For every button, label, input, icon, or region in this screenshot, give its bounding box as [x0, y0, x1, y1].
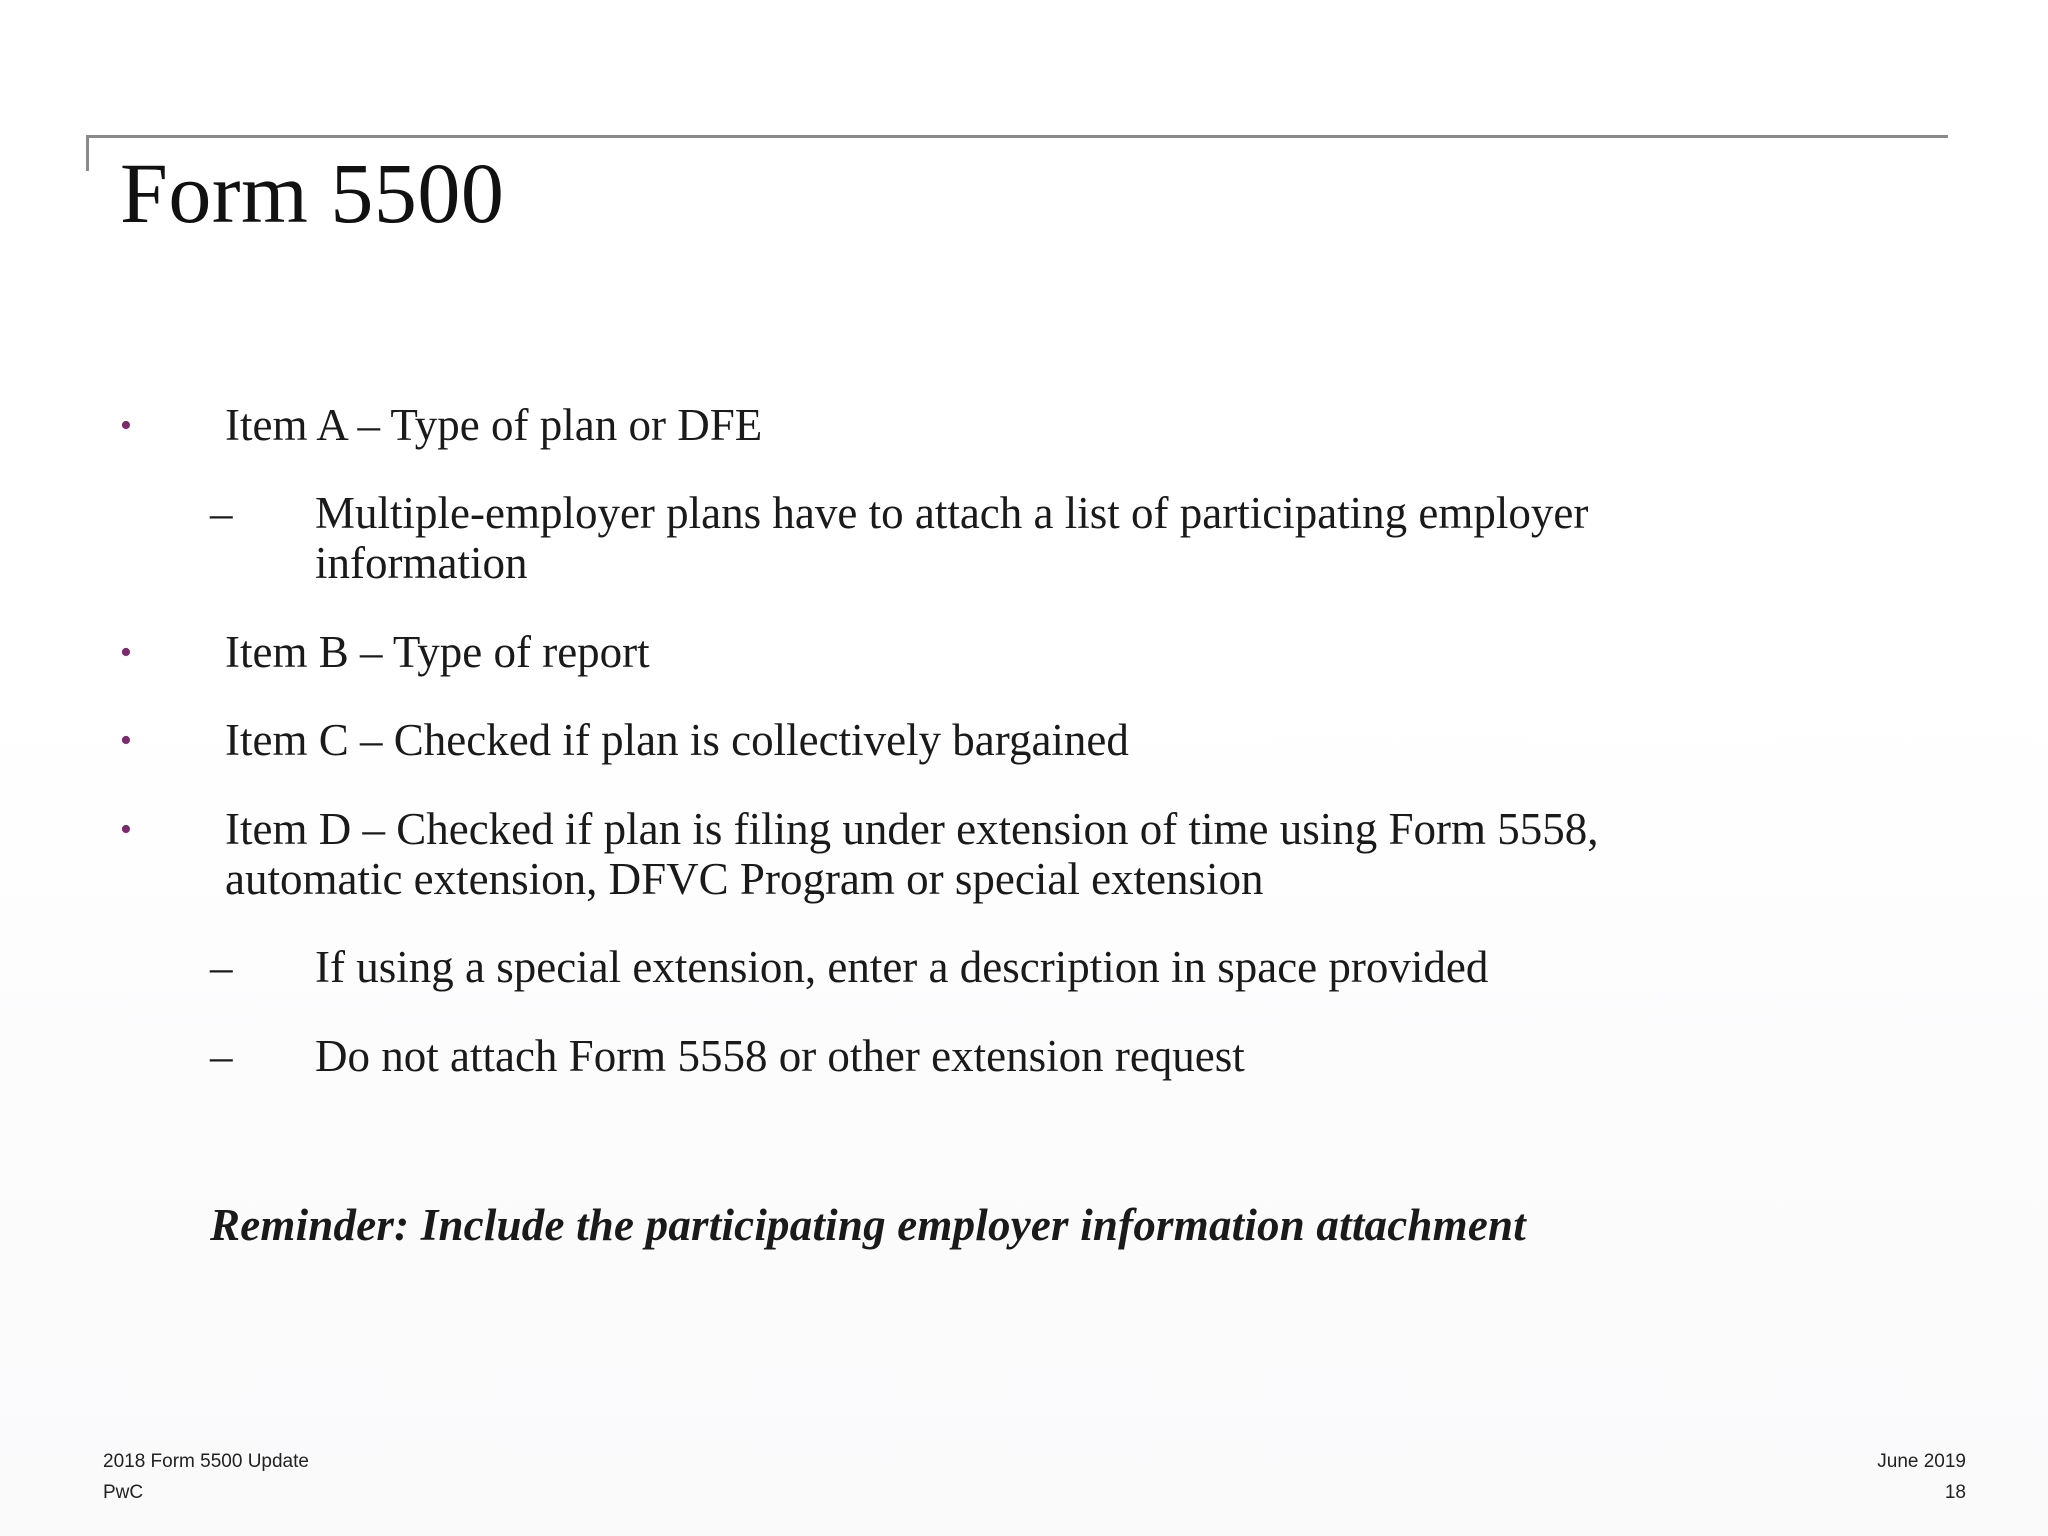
subitem-multiple-employer-line2: information [315, 538, 528, 588]
subitem-do-not-attach: Do not attach Form 5558 or other extension request [315, 1031, 1245, 1081]
footer-presentation-title: 2018 Form 5500 Update [103, 1451, 309, 1472]
subitem-multiple-employer-line1: Multiple-employer plans have to attach a list of participating employer [315, 488, 1589, 538]
footer-date: June 2019 [1877, 1451, 1966, 1472]
dash-marker: – [210, 488, 233, 538]
bullet-marker: • [120, 634, 132, 671]
bullet-item-a: Item A – Type of plan or DFE [225, 400, 763, 450]
dash-marker: – [210, 942, 233, 992]
dash-marker: – [210, 1031, 233, 1081]
bullet-item-d-line2: automatic extension, DFVC Program or special extension [225, 854, 1264, 904]
bullet-marker: • [120, 722, 132, 759]
bullet-marker: • [120, 407, 132, 444]
subitem-special-extension: If using a special extension, enter a description in space provided [315, 942, 1489, 992]
reminder-note: Reminder: Include the participating employer information attachment [210, 1200, 1526, 1250]
title-rule-corner [86, 135, 89, 171]
bullet-marker: • [120, 811, 132, 848]
bullet-item-d-line1: Item D – Checked if plan is filing under extension of time using Form 5558, [225, 804, 1599, 854]
slide-title: Form 5500 [120, 145, 505, 241]
bullet-item-c: Item C – Checked if plan is collectively bargained [225, 715, 1129, 765]
footer-company: PwC [103, 1482, 144, 1503]
bullet-item-b: Item B – Type of report [225, 627, 650, 677]
footer-page-number: 18 [1944, 1482, 1966, 1503]
